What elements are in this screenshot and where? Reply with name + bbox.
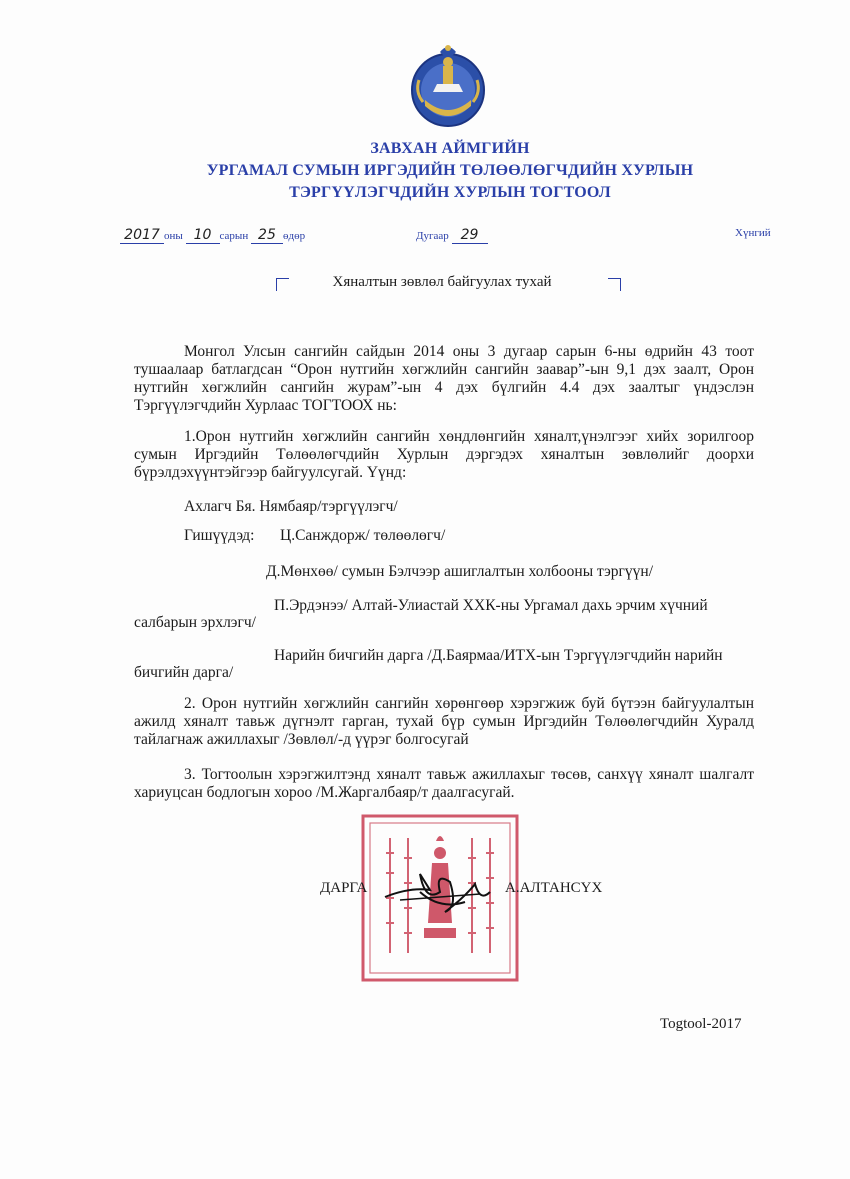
number-label: Дугаар bbox=[416, 230, 449, 242]
member-2: Д.Мөнхөө/ сумын Бэлчээр ашиглалтын холбооны тэргүүн/ bbox=[266, 563, 654, 580]
date-year: 2017 bbox=[120, 227, 164, 244]
member-3-line-2: салбарын эрхлэгч/ bbox=[134, 614, 256, 631]
member-1: Ц.Санждорж/ төлөөлөгч/ bbox=[280, 527, 446, 544]
header-line-1: ЗАВХАН АЙМГИЙН bbox=[370, 140, 530, 157]
date-month-label: сарын bbox=[219, 230, 249, 242]
date-line bbox=[120, 227, 305, 244]
member-4-line-2: бичгийн дарга/ bbox=[134, 664, 234, 681]
item-1-paragraph: 1.Орон нутгийн хөгжлийн сангийн хөндлөнгийн хяналт,үнэлгээг хийх зорилгоор сумын Иргэдийн Төлөөлөгчдийн Хурлын дэргэдэх хяналтын зөвлөлийг доорхи бүрэлдэхүүнтэйгээр байгуулсугай. Үүнд: bbox=[134, 428, 754, 481]
subject-bracket-left bbox=[276, 278, 289, 291]
leader-line: Ахлагч Бя. Нямбаяр/тэргүүлэгч/ bbox=[184, 498, 398, 515]
item-3-paragraph: 3. Тогтоолын хэрэгжилтэнд хяналт тавьж ажиллахыг төсөв, санхүү хяналт шалгалт хариуцсан бодлогын хороо /М.Жаргалбаяр/т даалгасугай. bbox=[134, 766, 754, 801]
signature-title: ДАРГА bbox=[320, 880, 368, 896]
handwritten-signature-icon bbox=[380, 862, 500, 922]
date-day: 25 bbox=[251, 227, 283, 244]
members-label: Гишүүдэд: bbox=[184, 527, 255, 544]
header-line-2: УРГАМАЛ СУМЫН ИРГЭДИЙН ТӨЛӨӨЛӨГЧДИЙН ХУРЛЫН bbox=[206, 162, 694, 179]
date-day-label: өдөр bbox=[282, 230, 306, 242]
date-year-label: оны bbox=[164, 230, 183, 242]
intro-paragraph: Монгол Улсын сангийн сайдын 2014 оны 3 дугаар сарын 6-ны өдрийн 43 тоот тушаалаар батлагдсан “Орон нутгийн хөгжлийн сангийн заавар”-ын 9,1 дэх заалт, Орон нутгийн хөгжлийн сангийн журам”-ын 4 дэх бүлгийн 4.4 дэх заалтыг үндэслэн Тэргүүлэгчдийн Хурлаас ТОГТООХ нь: bbox=[134, 343, 754, 414]
state-emblem-icon bbox=[405, 40, 491, 130]
number-line bbox=[416, 227, 488, 244]
signatory-name: А.АЛТАНСҮХ bbox=[505, 880, 603, 896]
document-footer-code: Togtool-2017 bbox=[660, 1016, 742, 1032]
member-3-line-1: П.Эрдэнээ/ Алтай-Улиастай ХХК-ны Ургамал дахь эрчим хүчний bbox=[274, 597, 708, 614]
document-subject: Хяналтын зөвлөл байгуулах тухай bbox=[332, 274, 552, 290]
subject-bracket-right bbox=[608, 278, 621, 291]
place-name: Хүнгий bbox=[735, 227, 771, 239]
header-line-3: ТЭРГҮҮЛЭГЧДИЙН ХУРЛЫН ТОГТООЛ bbox=[289, 184, 611, 201]
document-number: 29 bbox=[452, 227, 488, 244]
member-4-line-1: Нарийн бичгийн дарга /Д.Баярмаа/ИТХ-ын Тэргүүлэгчдийн нарийн bbox=[274, 647, 723, 664]
date-month: 10 bbox=[186, 227, 220, 244]
item-2-paragraph: 2. Орон нутгийн хөгжлийн сангийн хөрөнгөөр хэрэгжиж буй бүтээн байгуулалтын ажилд хяналт тавьж дүгнэлт гарган, тухай бүр сумын Иргэдийн Төлөөлөгчдийн Хуралд тайлагнаж ажиллахыг /Зөвлөл/-д үүрэг болгосугай bbox=[134, 695, 754, 748]
